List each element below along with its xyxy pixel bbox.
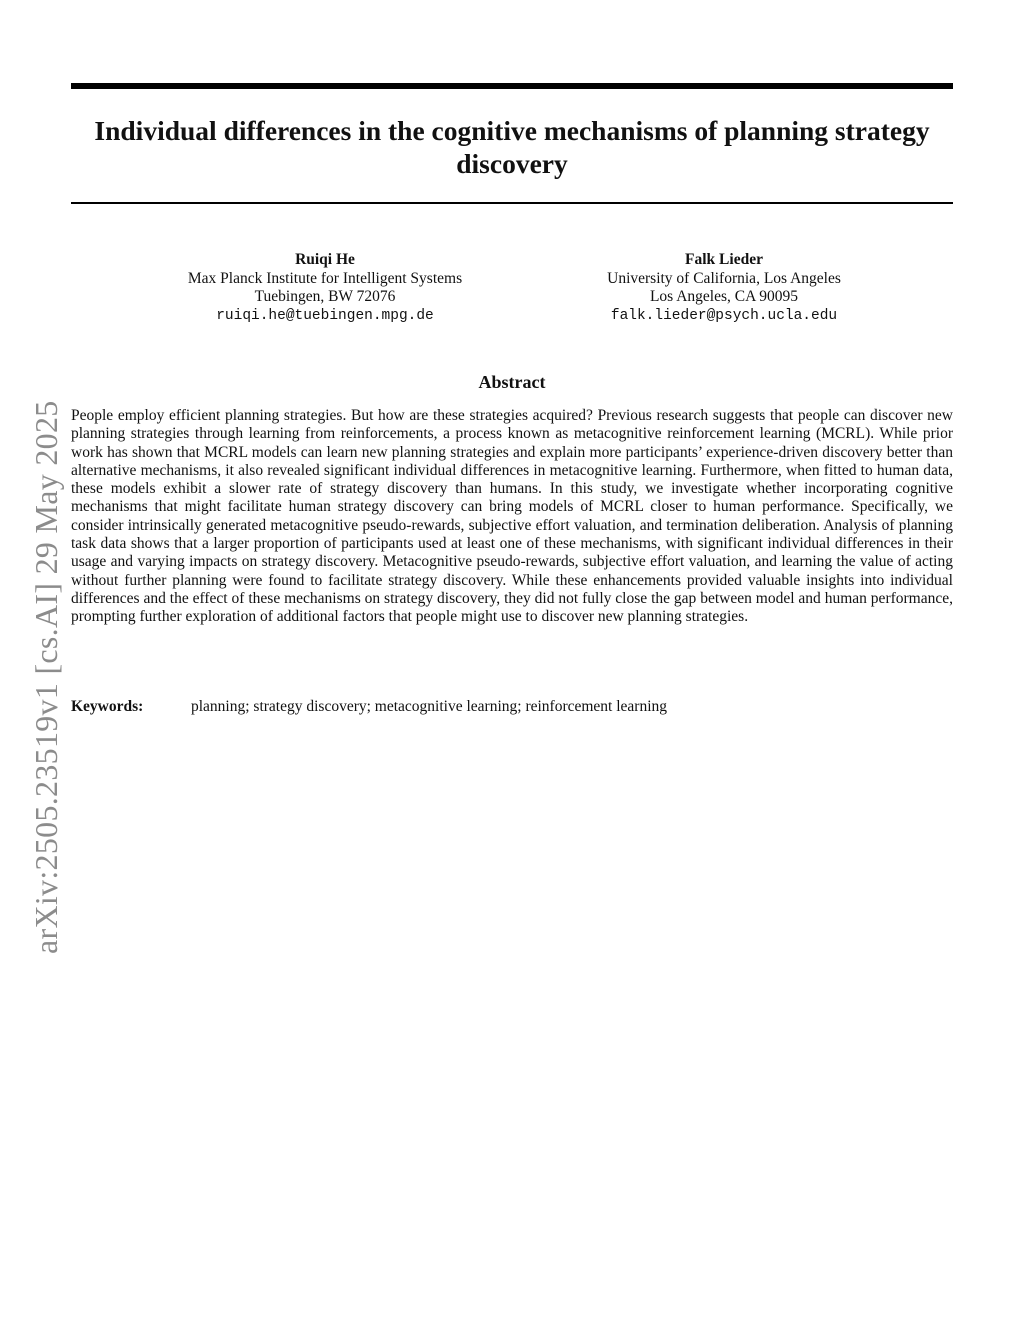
abstract-heading: Abstract [478, 372, 546, 392]
title-rule [71, 202, 953, 204]
paper-title: Individual differences in the cognitive mechanisms of planning strategy discovery [94, 115, 930, 179]
abstract-text: People employ efficient planning strategies. But how are these strategies acquired? Previous research suggests that people can discover new planning strategies through learning from reinforcements, a process known as metacognitive reinforcement learning (MCRL). While prior work has shown that MCRL models can learn new planning strategies and explain more participants’ experience-driven discovery better than alternative mechanisms, it also revealed significant individual differences in metacognitive learning. Furthermore, when fitted to human data, these models exhibit a slower rate of strategy discovery than humans. In this study, we investigate whether incorporating cognitive mechanisms that might facilitate human strategy discovery can bring models of MCRL closer to human performance. Specifically, we consider intrinsically generated metacognitive pseudo-rewards, subjective effort valuation, and termination deliberation. Analysis of planning task data shows that a larger proportion of participants used at least one of these mechanisms, with significant individual differences in their usage and varying impacts on strategy discovery. Metacognitive pseudo-rewards, subjective effort valuation, and learning the value of acting without further planning were found to facilitate strategy discovery. While these enhancements provided valuable insights into individual differences and the effect of these mechanisms on strategy discovery, they did not fully close the gap between model and human performance, prompting further exploration of additional factors that people might use to discover new planning strategies. [71, 407, 953, 626]
author-block-2 [514, 251, 934, 325]
author-email: ruiqi.he@tuebingen.mpg.de [216, 307, 434, 324]
author-location: Tuebingen, BW 72076 [254, 288, 396, 305]
author-name: Ruiqi He [295, 251, 355, 268]
arxiv-identifier-stamp: arXiv:2505.23519v1 [cs.AI] 29 May 2025 [28, 400, 64, 954]
keywords-label: Keywords: [71, 698, 144, 715]
keywords-text: planning; strategy discovery; metacognitive learning; reinforcement learning [191, 698, 668, 715]
author-email: falk.lieder@psych.ucla.edu [610, 307, 838, 324]
author-affiliation: University of California, Los Angeles [607, 269, 841, 287]
top-rule [71, 83, 953, 89]
author-block-1 [115, 251, 535, 325]
author-location: Los Angeles, CA 90095 [649, 288, 799, 305]
author-affiliation: Max Planck Institute for Intelligent Systems [187, 269, 463, 287]
author-name: Falk Lieder [685, 251, 763, 268]
